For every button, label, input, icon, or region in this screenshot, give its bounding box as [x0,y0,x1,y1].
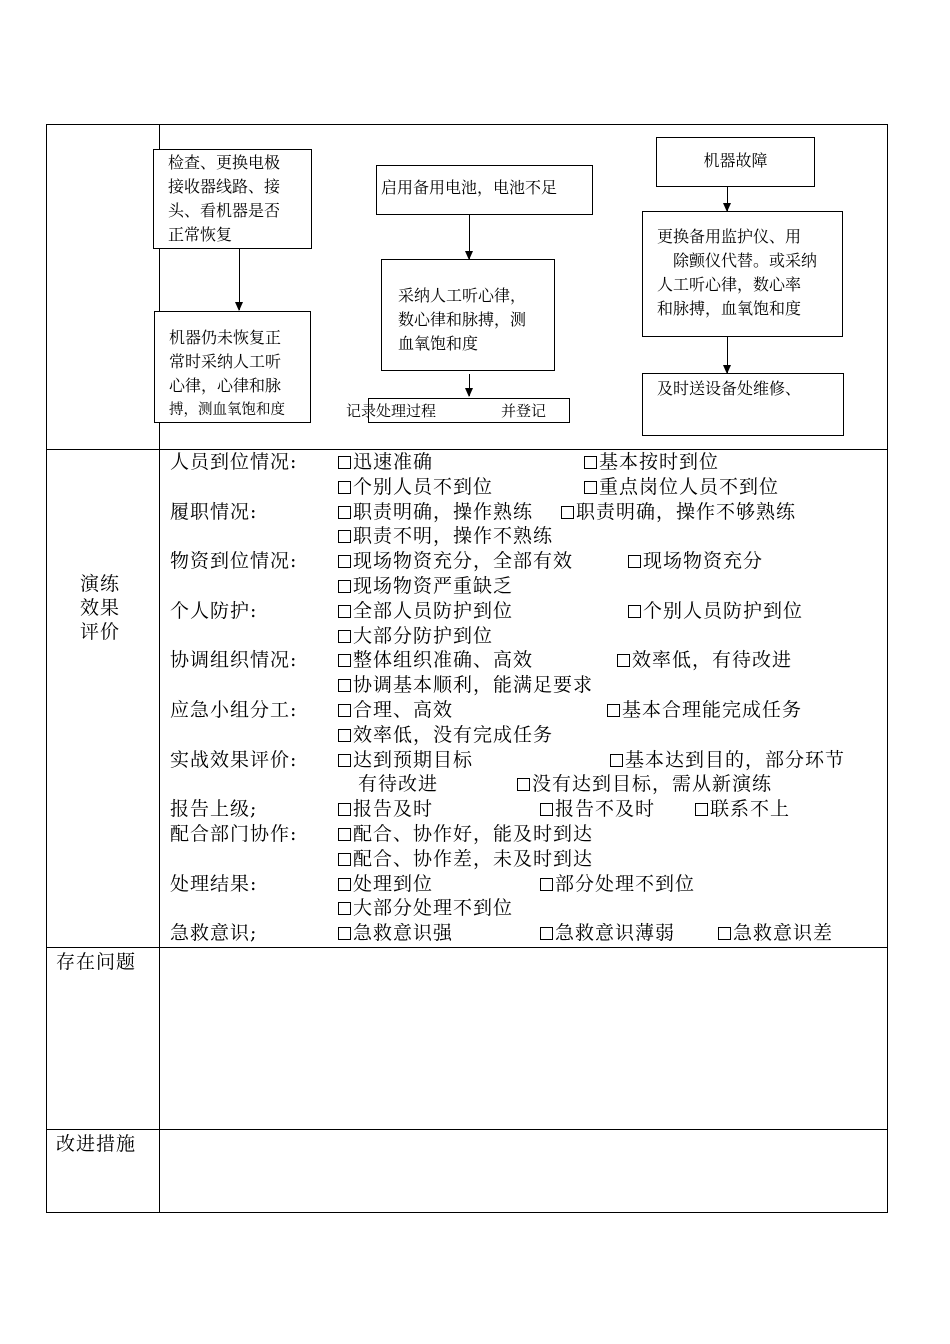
flow-text: 接收器线路、接 [168,177,281,196]
flow-arrow [239,249,240,310]
checkbox[interactable] [338,878,351,891]
evaluation-option[interactable] [718,921,833,945]
checkbox[interactable] [338,754,351,767]
evaluation-row-label: 实战效果评价: [170,748,298,771]
checkbox[interactable] [338,704,351,717]
option-label: 现场物资充分 [643,550,764,573]
checkbox[interactable] [338,481,351,494]
option-label: 效率低，有待改进 [632,649,793,672]
table-border-top [46,124,888,125]
flow-box-manual-heart [381,259,555,371]
evaluation-row-label: 处理结果: [170,872,258,895]
option-label: 协调基本顺利，能满足要求 [353,674,594,697]
option-label: 基本合理能完成任务 [622,699,803,721]
evaluation-option[interactable] [338,921,453,945]
evaluation-option[interactable] [628,599,803,623]
evaluation-option[interactable] [338,574,513,598]
flow-text: 心律，心律和脉 [169,376,282,395]
evaluation-option[interactable] [561,500,796,524]
evaluation-row-label: 配合部门协作: [170,823,298,845]
flow-arrow [469,215,470,259]
flow-text: 人工听心律，数心率 [657,275,802,294]
flow-text: 采纳人工听心律， [398,286,527,305]
checkbox[interactable] [584,456,597,469]
flow-text: 检查、更换电极 [168,153,281,172]
option-label: 重点岗位人员不到位 [599,475,780,498]
option-label: 配合、协作差，未及时到达 [353,847,594,870]
option-label: 报告及时 [353,798,434,821]
option-label: 迅速准确 [353,451,434,473]
option-label: 达到预期目标 [353,748,474,771]
option-label: 效率低，没有完成任务 [353,723,554,746]
option-label: 个别人员防护到位 [643,599,804,622]
checkbox[interactable] [607,704,620,717]
flow-text: 正常恢复 [168,225,233,244]
evaluation-option[interactable] [607,698,802,722]
table-border-left [46,124,47,1213]
checkbox[interactable] [540,803,553,816]
flow-text: 启用备用电池，电池不足 [381,178,558,197]
evaluation-row-label: 急救意识; [170,922,258,945]
option-label: 联系不上 [710,798,791,821]
evaluation-option[interactable] [338,648,533,672]
flow-text: 机器故障 [703,151,768,170]
option-label: 有待改进 [358,773,439,796]
option-label: 部分处理不到位 [555,872,696,895]
option-label: 职责明确，操作不够熟练 [576,500,797,523]
checkbox[interactable] [628,605,641,618]
evaluation-option[interactable] [338,599,513,623]
checkbox[interactable] [338,803,351,816]
flow-text: 常时采纳人工听 [169,352,282,371]
evaluation-option[interactable] [338,698,453,722]
option-label: 基本达到目的，部分环节 [625,748,846,771]
checkbox[interactable] [338,580,351,593]
evaluation-row-label: 人员到位情况: [170,451,298,473]
flow-record-text-right: 并登记 [501,402,547,420]
evaluation-option[interactable] [338,500,533,524]
flow-record-text-left: 记录处理过程 [346,402,437,420]
evaluation-option[interactable] [695,797,790,821]
flow-box-check-electrode [153,149,312,249]
evaluation-option[interactable] [338,723,553,747]
flow-box-send-repair [642,373,844,436]
checkbox[interactable] [338,605,351,618]
evaluation-option[interactable] [540,872,695,896]
option-label: 职责不明，操作不熟练 [353,525,554,548]
checkbox[interactable] [718,927,731,940]
evaluation-option[interactable] [584,450,719,474]
checkbox[interactable] [338,506,351,519]
evaluation-option[interactable] [338,896,513,920]
checkbox[interactable] [540,878,553,891]
checkbox[interactable] [338,729,351,742]
evaluation-option[interactable] [628,549,763,573]
evaluation-option[interactable] [338,847,593,871]
measures-content-area[interactable] [160,1130,887,1212]
evaluation-row-label: 履职情况: [170,500,258,523]
checkbox[interactable] [338,927,351,940]
option-label: 职责明确，操作熟练 [353,500,534,523]
evaluation-row-label: 物资到位情况: [170,550,298,573]
checkbox[interactable] [338,555,351,568]
problems-content-area[interactable] [160,948,887,1129]
flow-text: 除颤仪代替。或采纳 [657,251,818,270]
evaluation-row-label: 协调组织情况: [170,649,298,672]
checkbox[interactable] [338,654,351,667]
evaluation-option[interactable] [517,772,772,796]
checkbox[interactable] [695,803,708,816]
evaluation-option[interactable] [338,822,593,846]
option-label: 个别人员不到位 [353,475,494,498]
evaluation-row-label: 个人防护: [170,599,258,622]
evaluation-option[interactable] [338,475,493,499]
evaluation-option[interactable] [617,648,792,672]
evaluation-option[interactable] [338,872,433,896]
flow-text: 和脉搏，血氧饱和度 [657,299,802,318]
flow-arrow [727,187,728,211]
option-label: 大部分防护到位 [353,624,494,647]
checkbox[interactable] [617,654,630,667]
evaluation-option[interactable] [338,524,553,548]
flow-text: 更换备用监护仪、用 [657,227,802,246]
option-label: 现场物资充分，全部有效 [353,550,574,573]
evaluation-option[interactable] [338,450,433,474]
option-label: 没有达到目标，需从新演练 [532,773,773,796]
evaluation-option[interactable] [610,748,845,772]
option-label: 处理到位 [353,872,434,895]
side-label-line: 评价 [79,621,120,643]
evaluation-option[interactable] [338,624,493,648]
side-label-line: 演练 [79,573,120,595]
checkbox[interactable] [338,679,351,692]
flow-box-replace-monitor [642,211,843,337]
evaluation-option[interactable] [584,475,779,499]
evaluation-option[interactable] [338,673,593,697]
option-label: 现场物资严重缺乏 [353,575,514,597]
table-border-bottom [46,1212,888,1213]
option-label: 报告不及时 [555,798,656,821]
evaluation-side-label [72,572,128,644]
checkbox[interactable] [628,555,641,568]
checkbox[interactable] [517,778,530,791]
flow-box-backup-battery [376,165,593,215]
flow-text: 头、看机器是否 [168,201,281,220]
option-label: 整体组织准确、高效 [353,649,534,672]
evaluation-option[interactable] [338,549,573,573]
option-label: 急救意识薄弱 [555,922,676,945]
option-label: 全部人员防护到位 [353,599,514,622]
option-label: 大部分处理不到位 [353,897,514,920]
option-label: 基本按时到位 [599,451,720,473]
evaluation-option[interactable] [358,772,438,796]
flow-arrow [469,374,470,396]
checkbox[interactable] [338,828,351,841]
flow-text: 及时送设备处维修、 [657,379,802,398]
checkbox[interactable] [561,506,574,519]
problems-label: 存在问题 [56,951,137,973]
flow-text: 血氧饱和度 [398,334,479,353]
option-label: 合理、高效 [353,699,454,721]
measures-label: 改进措施 [56,1133,137,1155]
flow-text: 数心律和脉搏，测 [398,310,527,329]
checkbox[interactable] [338,530,351,543]
option-label: 配合、协作好，能及时到达 [353,823,594,845]
flow-box-machine-fault [656,137,815,187]
table-border-right [887,124,888,1213]
checkbox[interactable] [338,456,351,469]
side-label-line: 效果 [79,597,120,619]
flow-text: 搏，测血氧饱和度 [169,402,285,418]
evaluation-row-label: 应急小组分工: [170,699,298,721]
evaluation-option[interactable] [338,748,473,772]
option-label: 急救意识强 [353,922,454,945]
evaluation-option[interactable] [338,797,433,821]
checkbox[interactable] [584,481,597,494]
option-label: 急救意识差 [733,922,834,945]
evaluation-option[interactable] [540,797,655,821]
flow-text: 机器仍未恢复正 [169,328,282,347]
checkbox[interactable] [338,630,351,643]
evaluation-row-label: 报告上级; [170,798,258,821]
flow-arrow [727,337,728,373]
checkbox[interactable] [610,754,623,767]
evaluation-option[interactable] [540,921,675,945]
checkbox[interactable] [540,927,553,940]
checkbox[interactable] [338,853,351,866]
checkbox[interactable] [338,902,351,915]
flow-box-machine-not-recovered [154,311,311,423]
